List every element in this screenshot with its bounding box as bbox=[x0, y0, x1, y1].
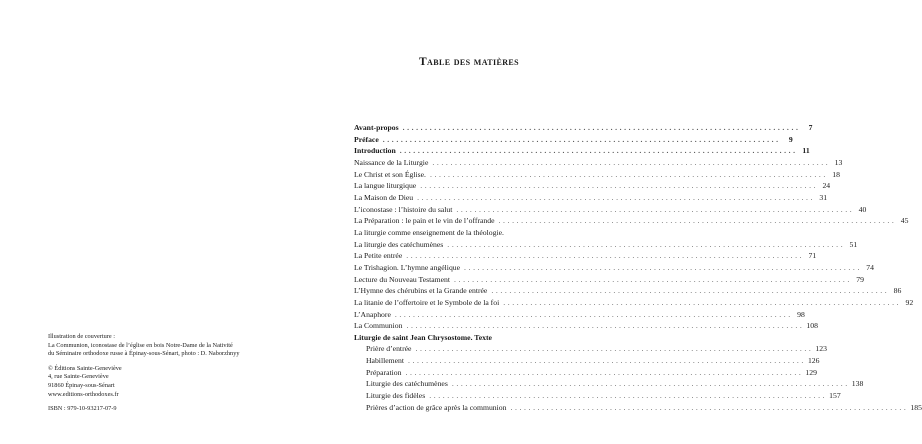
toc-leader-dots: ........................................................................................ bbox=[454, 274, 852, 284]
toc-entry bbox=[354, 285, 902, 297]
toc-entry bbox=[354, 274, 864, 286]
toc-page-number: 123 bbox=[815, 344, 827, 354]
toc-entry bbox=[354, 250, 817, 262]
toc-entry bbox=[354, 157, 843, 169]
toc-entry-title: L’Hymne des chérubins et la Grande entrée bbox=[354, 286, 488, 296]
toc-page-number: 86 bbox=[893, 286, 902, 296]
toc-leader-dots: ........................................................................................ bbox=[408, 356, 806, 366]
toc-page-number: 157 bbox=[829, 391, 841, 401]
toc-page-number: 74 bbox=[866, 262, 874, 272]
toc-entry-title: La langue liturgique bbox=[354, 181, 417, 191]
credits-line: www.editions-orthodoxes.fr bbox=[48, 390, 119, 398]
toc-entry-title: La liturgie des catéchumènes bbox=[354, 239, 444, 249]
toc-entry bbox=[354, 180, 831, 192]
toc-page-number: 138 bbox=[851, 379, 864, 389]
toc-leader-dots: ........................................................................................ bbox=[429, 169, 828, 179]
toc-entry bbox=[354, 332, 585, 344]
toc-page-number: 108 bbox=[806, 321, 818, 331]
toc-entry bbox=[354, 355, 820, 367]
toc-entry bbox=[354, 169, 840, 181]
toc-entry bbox=[354, 192, 828, 204]
toc-entry bbox=[354, 215, 909, 227]
toc-leader-dots: ........................................................................................ bbox=[406, 251, 805, 261]
toc-entry-title: La liturgie comme enseignement de la théologie. bbox=[354, 227, 504, 237]
toc-entry bbox=[354, 227, 585, 239]
toc-entry bbox=[354, 297, 914, 309]
toc-entry bbox=[354, 320, 818, 332]
toc-page-number: 45 bbox=[900, 216, 909, 226]
toc-page-number: 13 bbox=[834, 157, 843, 167]
toc-leader-dots: ........................................................................................ bbox=[415, 344, 814, 354]
toc-page-number: 24 bbox=[822, 181, 831, 191]
toc-page-number: 31 bbox=[819, 192, 828, 202]
toc-entry-title: Lecture du Nouveau Testament bbox=[354, 274, 451, 284]
credits-line: La Communion, iconostase de l’église en bois Notre-Dame de la Nativité bbox=[48, 341, 233, 349]
toc-leader-dots: ........................................................................................ bbox=[510, 402, 909, 412]
toc-title: Table des matières bbox=[418, 56, 520, 68]
toc-leader-dots: ........................................................................................ bbox=[406, 321, 805, 331]
toc-leader-dots: ........................................................................................ bbox=[503, 297, 902, 307]
toc-page-number: 9 bbox=[788, 134, 793, 144]
toc-entry-title: Liturgie des catéchumènes bbox=[366, 379, 448, 389]
credits-line: 4, rue Sainte-Geneviève bbox=[48, 373, 109, 381]
toc-entry bbox=[354, 262, 874, 274]
toc-entry bbox=[354, 309, 805, 321]
toc-page-number: 18 bbox=[832, 169, 840, 179]
toc-entry bbox=[354, 378, 864, 390]
toc-page-number: 51 bbox=[849, 239, 858, 249]
toc-entry bbox=[354, 145, 810, 157]
toc-page-number: 126 bbox=[807, 356, 820, 366]
toc-leader-dots: ........................................................................................ bbox=[432, 157, 831, 167]
toc-entry-title: Préparation bbox=[366, 367, 402, 377]
toc-entry-title: La Maison de Dieu bbox=[354, 192, 414, 202]
toc-leader-dots: ........................................................................................ bbox=[451, 379, 850, 389]
toc-leader-dots: ........................................................................................ bbox=[417, 192, 816, 202]
toc-leader-dots: ........................................................................................ bbox=[399, 146, 798, 156]
toc-leader-dots: ........................................................................................ bbox=[491, 286, 890, 296]
toc-page-number: 40 bbox=[858, 204, 867, 214]
toc-page-number: 11 bbox=[802, 146, 810, 156]
colophon-credits bbox=[48, 333, 298, 414]
table-of-contents bbox=[354, 122, 922, 413]
toc-entry-title: Avant-propos bbox=[354, 123, 399, 132]
credits-line: Illustration de couverture : bbox=[48, 333, 115, 340]
toc-leader-dots: ........................................................................................ bbox=[394, 309, 793, 319]
toc-leader-dots: ........................................................................................ bbox=[456, 204, 855, 214]
toc-entry-title: La Petite entrée bbox=[354, 251, 403, 261]
credits-line: © Éditions Sainte-Geneviève bbox=[48, 364, 122, 372]
toc-leader-dots: ........................................................................................ bbox=[405, 367, 804, 377]
toc-entry bbox=[354, 134, 793, 146]
toc-leader-dots: ........................................................................................ bbox=[429, 391, 828, 401]
toc-entry bbox=[354, 239, 858, 251]
toc-entry-title: Introduction bbox=[354, 146, 396, 156]
toc-leader-dots: ........................................................................................ bbox=[464, 262, 862, 272]
toc-page-number: 79 bbox=[856, 274, 864, 284]
toc-entry bbox=[354, 367, 817, 379]
toc-leader-dots: ........................................................................................ bbox=[402, 123, 801, 132]
toc-entry bbox=[354, 122, 813, 134]
toc-leader-dots: ........................................................................................ bbox=[382, 134, 781, 144]
credits-line: du Séminaire orthodoxe russe à Épinay-sous-Sénart, photo : D. Naborzhnyy bbox=[48, 350, 240, 358]
toc-entry-title: La Communion bbox=[354, 321, 403, 331]
toc-entry bbox=[354, 204, 867, 216]
toc-leader-dots: ........................................................................................ bbox=[447, 239, 846, 249]
toc-entry-title: Préface bbox=[354, 134, 379, 144]
toc-entry-title: Prières d’action de grâce après la communion bbox=[366, 402, 507, 412]
toc-entry-title: Liturgie de saint Jean Chrysostome. Texte bbox=[354, 332, 492, 342]
toc-leader-dots: ........................................................................................ bbox=[420, 181, 819, 191]
toc-entry-title: Le Trishagion. L’hymne angélique bbox=[354, 262, 461, 272]
toc-page-number: 185 bbox=[910, 402, 922, 412]
credits-line: 91860 Épinay-sous-Sénart bbox=[48, 381, 115, 389]
toc-page-number: 7 bbox=[808, 123, 813, 132]
toc-entry bbox=[354, 390, 841, 402]
toc-entry-title: Habillement bbox=[366, 356, 404, 366]
isbn-line: ISBN : 979-10-93217-07-9 bbox=[48, 405, 117, 413]
toc-entry-title: L’Anaphore bbox=[354, 309, 391, 319]
toc-page-number: 129 bbox=[805, 367, 817, 377]
toc-entry-title: L’iconostase : l’histoire du salut bbox=[354, 204, 453, 214]
toc-page-number: 98 bbox=[797, 309, 805, 319]
toc-entry-title: Prière d’entrée bbox=[366, 344, 412, 354]
toc-entry bbox=[354, 343, 827, 355]
toc-entry-title: La Préparation : le pain et le vin de l’offrande bbox=[354, 216, 495, 226]
toc-page-number: 92 bbox=[905, 297, 914, 307]
toc-leader-dots: ........................................................................................ bbox=[498, 216, 897, 226]
toc-entry-title: La litanie de l’offertoire et le Symbole de la foi bbox=[354, 297, 500, 307]
toc-entry-title: Liturgie des fidèles bbox=[366, 391, 426, 401]
toc-page-number: 71 bbox=[808, 251, 817, 261]
toc-entry-title: Le Christ et son Église. bbox=[354, 169, 426, 179]
toc-entry-title: Naissance de la Liturgie bbox=[354, 157, 429, 167]
toc-entry bbox=[354, 402, 922, 414]
